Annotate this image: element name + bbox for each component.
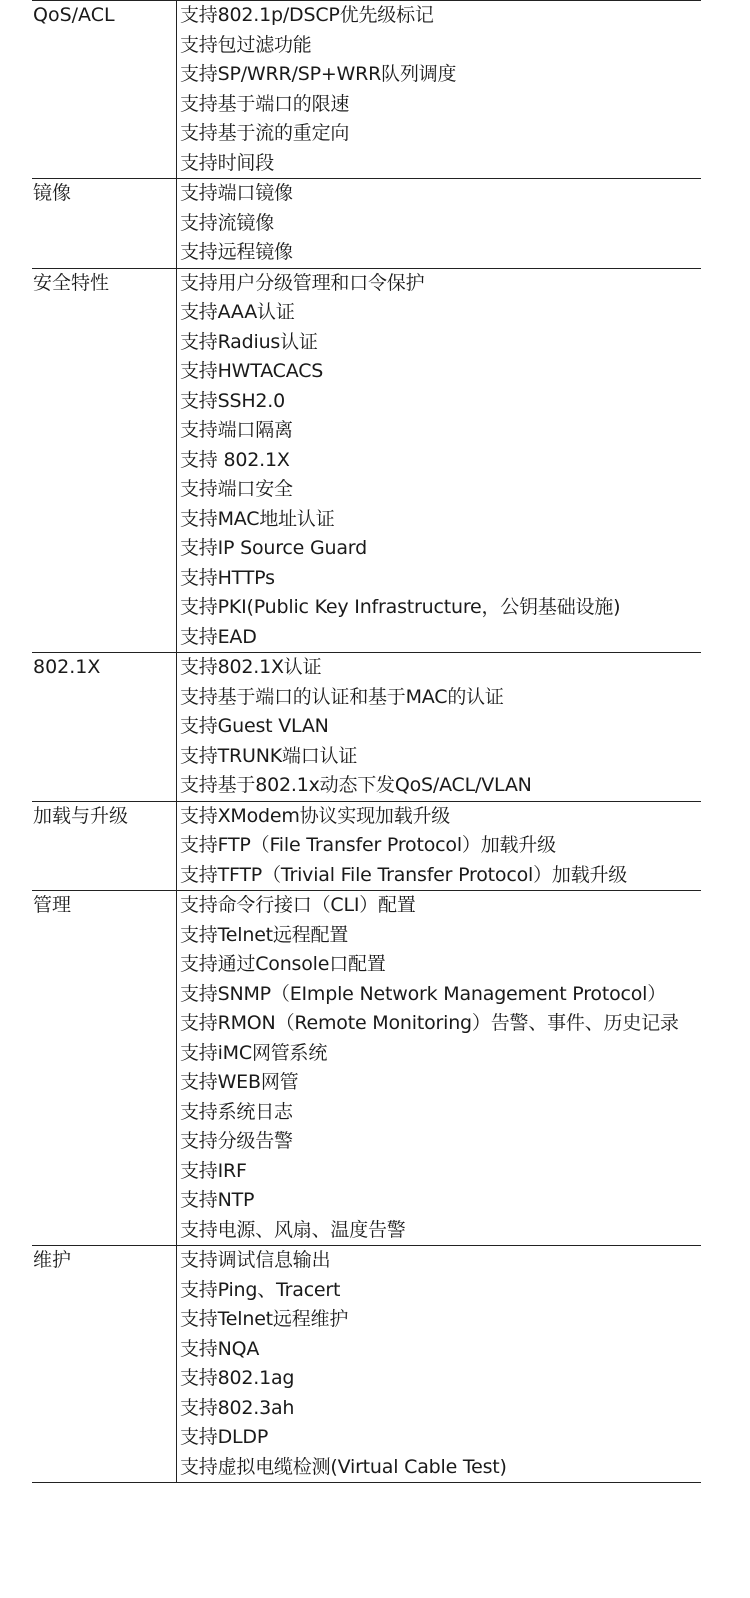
feature-list: [177, 1246, 701, 1482]
category-label: 加载与升级: [32, 802, 177, 891]
feature-item: 支持FTP（File Transfer Protocol）加载升级: [180, 834, 556, 856]
feature-item: 支持AAA认证: [180, 301, 295, 323]
feature-item: 支持IRF: [180, 1159, 247, 1182]
feature-item: 支持SSH2.0: [180, 389, 286, 412]
feature-item: 支持MAC地址认证: [180, 507, 335, 530]
feature-item: 支持iMC网管系统: [180, 1041, 328, 1064]
feature-item: 支持时间段: [180, 151, 275, 174]
feature-item: 支持Ping、Tracert: [180, 1278, 341, 1301]
category-label: 镜像: [32, 179, 177, 268]
feature-item: 支持包过滤功能: [180, 33, 312, 56]
spec-group: [32, 801, 701, 891]
feature-item: 支持Radius认证: [180, 330, 318, 353]
feature-item: 支持IP Source Guard: [180, 537, 367, 559]
feature-item: 支持用户分级管理和口令保护: [180, 271, 425, 294]
category-label: QoS/ACL: [32, 1, 177, 178]
feature-item: 支持远程镜像: [180, 241, 293, 263]
feature-item: 支持EAD: [180, 625, 257, 648]
feature-item: 支持虚拟电缆检测(Virtual Cable Test): [180, 1455, 507, 1478]
feature-item: 支持RMON（Remote Monitoring）告警、事件、历史记录: [180, 1012, 679, 1034]
spec-group: [32, 1245, 701, 1483]
feature-item: 支持Telnet远程维护: [180, 1308, 349, 1330]
feature-item: 支持基于端口的限速: [180, 92, 350, 115]
feature-list: [177, 802, 701, 891]
feature-item: 支持端口隔离: [180, 419, 293, 441]
feature-item: 支持端口镜像: [180, 182, 293, 204]
spec-group: [32, 178, 701, 268]
feature-item: 支持Telnet远程配置: [180, 923, 349, 946]
feature-list: [177, 1, 701, 178]
feature-item: 支持802.1X认证: [180, 656, 322, 678]
feature-item: 支持基于802.1x动态下发QoS/ACL/VLAN: [180, 774, 532, 796]
feature-item: 支持802.1p/DSCP优先级标记: [180, 4, 434, 26]
feature-item: 支持SNMP（EImple Network Management Protocol）: [180, 982, 667, 1005]
category-label: 维护: [32, 1246, 177, 1482]
feature-item: 支持电源、风扇、温度告警: [180, 1218, 406, 1241]
feature-list: [177, 269, 701, 653]
spec-table: [32, 0, 701, 1483]
spec-group: [32, 652, 701, 801]
feature-item: 支持基于端口的认证和基于MAC的认证: [180, 685, 504, 708]
feature-item: 支持TRUNK端口认证: [180, 744, 358, 767]
spec-group: [32, 890, 701, 1245]
feature-item: 支持SP/WRR/SP+WRR队列调度: [180, 63, 457, 85]
feature-item: 支持WEB网管: [180, 1071, 299, 1093]
spec-group: [32, 0, 701, 178]
feature-list: [177, 653, 701, 801]
feature-item: 支持802.1ag: [180, 1367, 295, 1389]
feature-item: 支持 802.1X: [180, 448, 290, 471]
category-label: 802.1X: [32, 653, 177, 801]
feature-item: 支持802.3ah: [180, 1396, 295, 1419]
feature-item: 支持NTP: [180, 1189, 255, 1211]
feature-item: 支持调试信息输出: [180, 1249, 331, 1271]
feature-item: 支持DLDP: [180, 1426, 269, 1448]
feature-item: 支持系统日志: [180, 1100, 293, 1123]
feature-item: 支持NQA: [180, 1337, 260, 1360]
feature-item: 支持端口安全: [180, 478, 293, 500]
feature-item: 支持命令行接口（CLI）配置: [180, 894, 416, 916]
category-label: 管理: [32, 891, 177, 1245]
feature-item: 支持HWTACACS: [180, 360, 324, 382]
feature-item: 支持Guest VLAN: [180, 715, 329, 737]
feature-list: [177, 891, 701, 1245]
feature-item: 支持TFTP（Trivial File Transfer Protocol）加载升级: [180, 863, 628, 886]
feature-item: 支持分级告警: [180, 1130, 293, 1152]
spec-group: [32, 268, 701, 653]
category-label: 安全特性: [32, 269, 177, 653]
feature-list: [177, 179, 701, 268]
feature-item: 支持HTTPs: [180, 566, 275, 589]
feature-item: 支持XModem协议实现加载升级: [180, 804, 451, 827]
feature-item: 支持基于流的重定向: [180, 122, 350, 144]
feature-item: 支持流镜像: [180, 211, 275, 234]
feature-item: 支持PKI(Public Key Infrastructure，公钥基础设施): [180, 596, 621, 618]
feature-item: 支持通过Console口配置: [180, 953, 386, 975]
